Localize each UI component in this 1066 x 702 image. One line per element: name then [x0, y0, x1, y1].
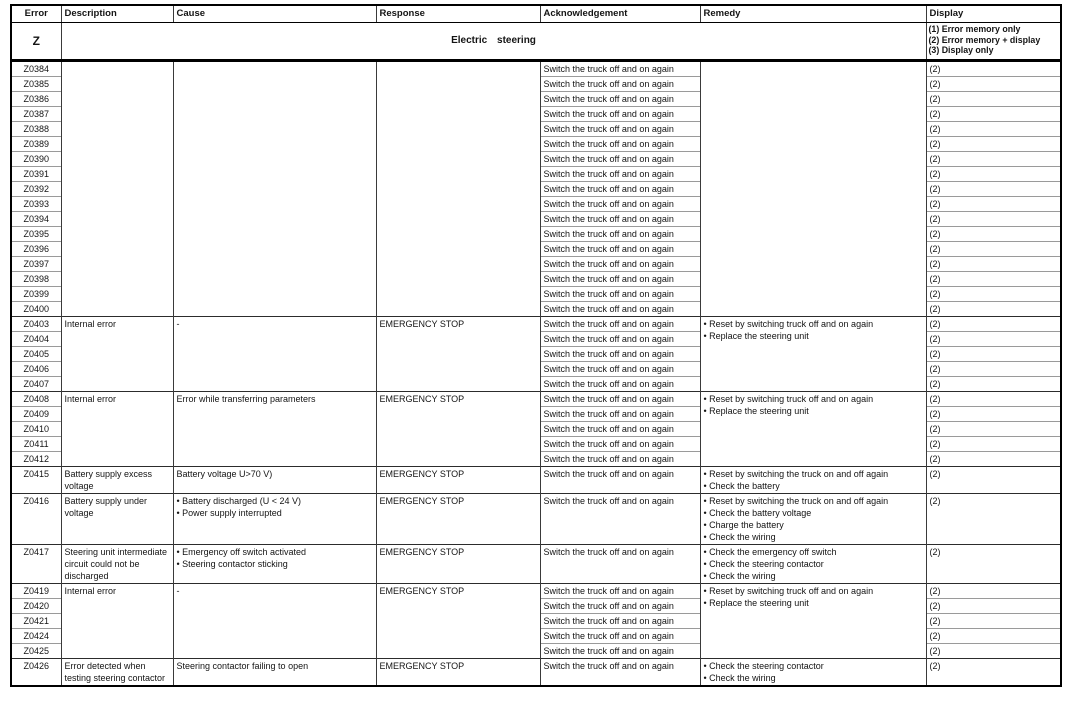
header-row — [11, 5, 1061, 23]
col-header-cause: Cause — [173, 5, 376, 23]
bullet-item: • Battery discharged (U < 24 V) — [176, 496, 301, 506]
display-cell: (2) — [926, 92, 1061, 107]
error-code-cell: Z0389 — [11, 137, 61, 152]
error-code-cell: Z0421 — [11, 614, 61, 629]
display-cell: (2) — [926, 377, 1061, 392]
display-cell: (2) — [926, 584, 1061, 599]
display-cell: (2) — [926, 659, 1061, 687]
error-code-cell: Z0406 — [11, 362, 61, 377]
display-cell: (2) — [926, 467, 1061, 494]
acknowledgement-cell: Switch the truck off and on again — [540, 584, 700, 599]
acknowledgement-cell: Switch the truck off and on again — [540, 659, 700, 687]
bullet-item: • Reset by switching truck off and on again — [703, 586, 874, 596]
table-row — [11, 494, 1061, 545]
display-legend-line-1: (1) Error memory only — [928, 24, 1021, 34]
acknowledgement-cell: Switch the truck off and on again — [540, 167, 700, 182]
display-legend-line-3: (3) Display only — [928, 45, 994, 55]
remedy-cell — [700, 317, 926, 392]
display-cell: (2) — [926, 407, 1061, 422]
display-cell: (2) — [926, 227, 1061, 242]
display-cell: (2) — [926, 614, 1061, 629]
display-cell: (2) — [926, 242, 1061, 257]
display-cell: (2) — [926, 137, 1061, 152]
error-code-cell: Z0393 — [11, 197, 61, 212]
error-code-cell: Z0408 — [11, 392, 61, 407]
error-code-cell: Z0404 — [11, 332, 61, 347]
table-row — [11, 584, 1061, 599]
remedy-cell — [700, 545, 926, 584]
acknowledgement-cell: Switch the truck off and on again — [540, 302, 700, 317]
display-legend — [926, 23, 1061, 61]
display-cell: (2) — [926, 302, 1061, 317]
acknowledgement-cell: Switch the truck off and on again — [540, 362, 700, 377]
acknowledgement-cell: Switch the truck off and on again — [540, 197, 700, 212]
error-code-cell: Z0392 — [11, 182, 61, 197]
error-code-cell: Z0425 — [11, 644, 61, 659]
bullet-item: • Emergency off switch activated — [176, 547, 307, 557]
acknowledgement-cell: Switch the truck off and on again — [540, 644, 700, 659]
section-row — [11, 23, 1061, 61]
error-code-cell: Z0426 — [11, 659, 61, 687]
bullet-item: • Reset by switching the truck on and off again — [703, 496, 889, 506]
error-code-cell: Z0388 — [11, 122, 61, 137]
bullet-item: • Reset by switching truck off and on again — [703, 394, 874, 404]
bullet-item: • Replace the steering unit — [703, 406, 809, 416]
error-code-cell: Z0394 — [11, 212, 61, 227]
error-code-cell: Z0410 — [11, 422, 61, 437]
error-code-cell: Z0385 — [11, 77, 61, 92]
display-cell: (2) — [926, 197, 1061, 212]
remedy-cell — [700, 659, 926, 687]
error-code-cell: Z0415 — [11, 467, 61, 494]
error-code-cell: Z0397 — [11, 257, 61, 272]
acknowledgement-cell: Switch the truck off and on again — [540, 317, 700, 332]
remedy-cell — [700, 494, 926, 545]
acknowledgement-cell: Switch the truck off and on again — [540, 61, 700, 77]
bullet-item: • Check the wiring — [703, 571, 776, 581]
acknowledgement-cell: Switch the truck off and on again — [540, 437, 700, 452]
response-cell: EMERGENCY STOP — [376, 659, 540, 687]
acknowledgement-cell: Switch the truck off and on again — [540, 614, 700, 629]
remedy-cell — [700, 392, 926, 467]
error-code-cell: Z0400 — [11, 302, 61, 317]
error-code-table — [10, 4, 1062, 687]
acknowledgement-cell: Switch the truck off and on again — [540, 107, 700, 122]
table-row — [11, 659, 1061, 687]
error-code-cell: Z0412 — [11, 452, 61, 467]
table-row — [11, 61, 1061, 77]
acknowledgement-cell: Switch the truck off and on again — [540, 452, 700, 467]
response-cell: EMERGENCY STOP — [376, 467, 540, 494]
display-cell: (2) — [926, 77, 1061, 92]
cause-cell — [173, 494, 376, 545]
error-code-cell: Z0391 — [11, 167, 61, 182]
remedy-cell — [700, 584, 926, 659]
display-cell: (2) — [926, 287, 1061, 302]
remedy-cell — [700, 61, 926, 317]
error-code-cell: Z0405 — [11, 347, 61, 362]
description-cell: Error detected when testing steering contactor — [61, 659, 173, 687]
error-code-cell: Z0424 — [11, 629, 61, 644]
display-cell: (2) — [926, 437, 1061, 452]
error-code-cell: Z0398 — [11, 272, 61, 287]
bullet-item: • Power supply interrupted — [176, 508, 282, 518]
table-row — [11, 467, 1061, 494]
cause-cell — [173, 545, 376, 584]
acknowledgement-cell: Switch the truck off and on again — [540, 152, 700, 167]
response-cell: EMERGENCY STOP — [376, 317, 540, 392]
display-cell: (2) — [926, 152, 1061, 167]
cause-cell: Error while transferring parameters — [173, 392, 376, 467]
bullet-item: • Check the emergency off switch — [703, 547, 837, 557]
display-cell: (2) — [926, 167, 1061, 182]
cause-cell: - — [173, 584, 376, 659]
error-code-cell: Z0420 — [11, 599, 61, 614]
col-header-error: Error — [11, 5, 61, 23]
display-cell: (2) — [926, 452, 1061, 467]
table-row — [11, 545, 1061, 584]
display-cell: (2) — [926, 317, 1061, 332]
error-code-cell: Z0419 — [11, 584, 61, 599]
error-code-cell: Z0403 — [11, 317, 61, 332]
acknowledgement-cell: Switch the truck off and on again — [540, 377, 700, 392]
response-cell: EMERGENCY STOP — [376, 494, 540, 545]
display-legend-line-2: (2) Error memory + display — [928, 34, 1041, 45]
bullet-item: • Check the battery voltage — [703, 508, 812, 518]
response-cell: EMERGENCY STOP — [376, 545, 540, 584]
acknowledgement-cell: Switch the truck off and on again — [540, 122, 700, 137]
error-code-cell: Z0387 — [11, 107, 61, 122]
response-cell: EMERGENCY STOP — [376, 392, 540, 467]
display-cell: (2) — [926, 599, 1061, 614]
error-code-cell: Z0396 — [11, 242, 61, 257]
acknowledgement-cell: Switch the truck off and on again — [540, 272, 700, 287]
acknowledgement-cell: Switch the truck off and on again — [540, 629, 700, 644]
display-cell: (2) — [926, 545, 1061, 584]
display-cell: (2) — [926, 644, 1061, 659]
display-cell: (2) — [926, 182, 1061, 197]
acknowledgement-cell: Switch the truck off and on again — [540, 92, 700, 107]
acknowledgement-cell: Switch the truck off and on again — [540, 407, 700, 422]
description-cell: Internal error — [61, 392, 173, 467]
acknowledgement-cell: Switch the truck off and on again — [540, 599, 700, 614]
error-code-cell: Z0416 — [11, 494, 61, 545]
bullet-item: • Replace the steering unit — [703, 598, 809, 608]
acknowledgement-cell: Switch the truck off and on again — [540, 287, 700, 302]
error-code-cell: Z0390 — [11, 152, 61, 167]
acknowledgement-cell: Switch the truck off and on again — [540, 347, 700, 362]
error-code-cell: Z0395 — [11, 227, 61, 242]
error-code-cell: Z0399 — [11, 287, 61, 302]
col-header-display: Display — [926, 5, 1061, 23]
error-code-cell: Z0417 — [11, 545, 61, 584]
error-code-cell: Z0411 — [11, 437, 61, 452]
description-cell — [61, 61, 173, 317]
cause-cell: Battery voltage U>70 V) — [173, 467, 376, 494]
description-cell: Steering unit intermediate circuit could not be discharged — [61, 545, 173, 584]
table-row — [11, 392, 1061, 407]
acknowledgement-cell: Switch the truck off and on again — [540, 332, 700, 347]
bullet-item: • Charge the battery — [703, 520, 784, 530]
table-row — [11, 317, 1061, 332]
acknowledgement-cell: Switch the truck off and on again — [540, 182, 700, 197]
acknowledgement-cell: Switch the truck off and on again — [540, 494, 700, 545]
bullet-item: • Check the wiring — [703, 673, 776, 683]
col-header-response: Response — [376, 5, 540, 23]
description-cell: Internal error — [61, 584, 173, 659]
cause-cell: - — [173, 317, 376, 392]
acknowledgement-cell: Switch the truck off and on again — [540, 422, 700, 437]
bullet-item: • Check the wiring — [703, 532, 776, 542]
acknowledgement-cell: Switch the truck off and on again — [540, 77, 700, 92]
acknowledgement-cell: Switch the truck off and on again — [540, 467, 700, 494]
response-cell: EMERGENCY STOP — [376, 584, 540, 659]
display-cell: (2) — [926, 347, 1061, 362]
description-cell: Battery supply excess voltage — [61, 467, 173, 494]
display-cell: (2) — [926, 494, 1061, 545]
display-cell: (2) — [926, 332, 1061, 347]
description-cell: Battery supply under voltage — [61, 494, 173, 545]
display-cell: (2) — [926, 257, 1061, 272]
display-cell: (2) — [926, 392, 1061, 407]
bullet-item: • Reset by switching truck off and on again — [703, 319, 874, 329]
acknowledgement-cell: Switch the truck off and on again — [540, 137, 700, 152]
col-header-remedy: Remedy — [700, 5, 926, 23]
description-cell: Internal error — [61, 317, 173, 392]
display-cell: (2) — [926, 122, 1061, 137]
section-code: Z — [11, 23, 61, 61]
acknowledgement-cell: Switch the truck off and on again — [540, 212, 700, 227]
error-code-cell: Z0409 — [11, 407, 61, 422]
section-title: Electric steering — [61, 23, 926, 61]
error-code-cell: Z0407 — [11, 377, 61, 392]
bullet-item: • Reset by switching the truck on and off again — [703, 469, 889, 479]
bullet-item: • Check the battery — [703, 481, 780, 491]
acknowledgement-cell: Switch the truck off and on again — [540, 227, 700, 242]
col-header-acknowledgement: Acknowledgement — [540, 5, 700, 23]
bullet-item: • Replace the steering unit — [703, 331, 809, 341]
display-cell: (2) — [926, 272, 1061, 287]
display-cell: (2) — [926, 107, 1061, 122]
acknowledgement-cell: Switch the truck off and on again — [540, 242, 700, 257]
cause-cell — [173, 61, 376, 317]
error-code-cell: Z0386 — [11, 92, 61, 107]
display-cell: (2) — [926, 362, 1061, 377]
display-cell: (2) — [926, 212, 1061, 227]
acknowledgement-cell: Switch the truck off and on again — [540, 392, 700, 407]
acknowledgement-cell: Switch the truck off and on again — [540, 545, 700, 584]
display-cell: (2) — [926, 422, 1061, 437]
error-code-cell: Z0384 — [11, 61, 61, 77]
bullet-item: • Steering contactor sticking — [176, 559, 288, 569]
cause-cell: Steering contactor failing to open — [173, 659, 376, 687]
acknowledgement-cell: Switch the truck off and on again — [540, 257, 700, 272]
remedy-cell — [700, 467, 926, 494]
col-header-description: Description — [61, 5, 173, 23]
response-cell — [376, 61, 540, 317]
display-cell: (2) — [926, 629, 1061, 644]
display-cell: (2) — [926, 61, 1061, 77]
bullet-item: • Check the steering contactor — [703, 559, 824, 569]
bullet-item: • Check the steering contactor — [703, 661, 824, 671]
